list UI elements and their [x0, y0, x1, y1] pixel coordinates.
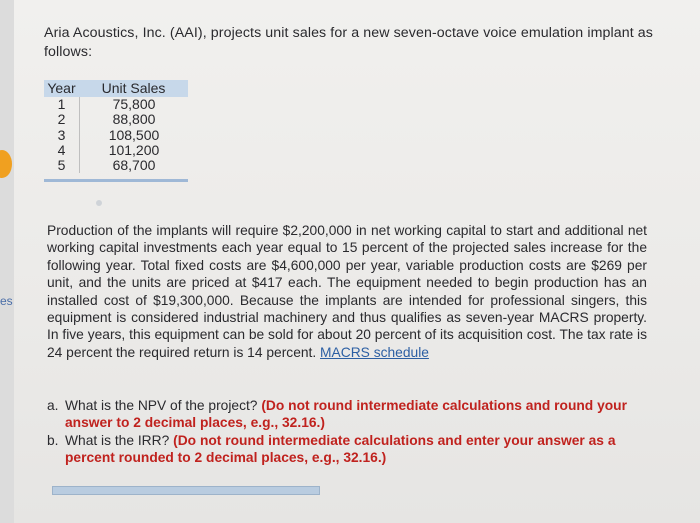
question-b — [47, 432, 647, 467]
question-a — [47, 397, 647, 432]
question-instruction: (Do not round intermediate calculations and enter your answer as a percent rounded to 2 decimal places, e.g., 32.16.) — [65, 432, 616, 466]
unit-sales-cell: 101,200 — [108, 141, 160, 158]
answer-table-header — [52, 486, 320, 495]
table-row — [44, 97, 188, 112]
year-cell: 3 — [44, 128, 80, 143]
table-row — [44, 143, 188, 158]
year-cell: 2 — [44, 112, 80, 127]
question-label: a. — [47, 398, 59, 413]
question-prompt: What is the NPV of the project? — [65, 398, 258, 413]
year-cell: 5 — [44, 158, 80, 173]
macrs-schedule-link[interactable]: MACRS schedule — [320, 344, 429, 360]
unit-sales-cell: 68,700 — [112, 157, 156, 174]
intro-text: Aria Acoustics, Inc. (AAI), projects unit sales for a new seven-octave voice emulation implant as follows: — [44, 25, 653, 60]
table-bottom-border — [44, 179, 188, 182]
question-label: b. — [47, 432, 59, 448]
header-unit-sales: Unit Sales — [101, 80, 166, 96]
year-cell: 4 — [44, 143, 80, 158]
problem-body: Production of the implants will require $2,200,000 in net working capital to start and additional net working capital investments each year equal to 15 percent of the projected sales increase for the following year. Total fixed costs are $4,600,000 per year, variable production costs are $269 per unit, and the units are priced at $417 each. The equipment needed to begin production has an installed cost of $19,300,000. Because the implants are intended for professional singers, this equipment is considered industrial machinery and thus qualifies as seven-year MACRS property. In five years, this equipment can be sold for about 20 percent of its acquisition cost. The tax rate is 24 percent the required return is 14 percent. — [47, 223, 647, 360]
questions-list — [47, 397, 647, 467]
table-row — [44, 158, 188, 173]
question-text — [65, 432, 647, 467]
side-fragment-text: es — [0, 294, 13, 308]
question-text — [65, 397, 647, 432]
unit-sales-cell: 75,800 — [112, 96, 156, 112]
left-panel-edge — [0, 0, 14, 523]
unit-sales-table — [44, 80, 188, 182]
table-row — [44, 128, 188, 143]
table-header — [44, 80, 188, 97]
problem-text — [47, 222, 647, 361]
question-instruction: (Do not round intermediate calculations and round your answer to 2 decimal places, e.g., 32.16.) — [65, 398, 627, 431]
header-year: Year — [47, 80, 76, 96]
year-cell: 1 — [44, 97, 80, 112]
unit-sales-cell: 88,800 — [112, 111, 156, 128]
question-prompt: What is the IRR? — [65, 432, 170, 448]
table-row — [44, 112, 188, 127]
decorative-dot — [96, 200, 102, 206]
unit-sales-cell: 108,500 — [108, 126, 160, 143]
